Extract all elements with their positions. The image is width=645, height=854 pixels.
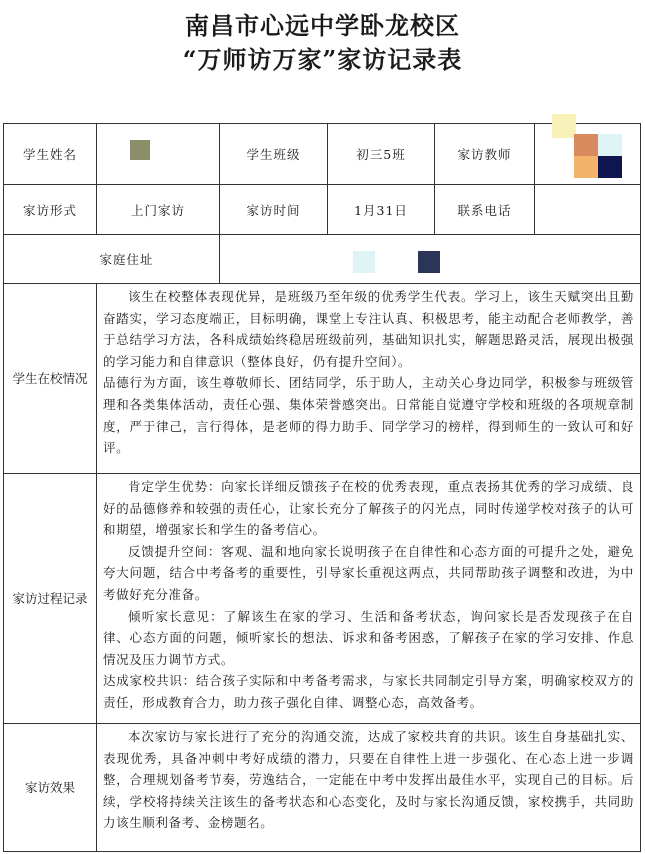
form-title: “万师访万家”家访记录表	[182, 45, 463, 74]
visit-form-value: 上门家访	[97, 185, 220, 235]
visit-process-label: 家访过程记录	[4, 474, 97, 724]
student-class-value: 初三5班	[328, 124, 435, 185]
school-situation-content	[97, 284, 641, 474]
school-situation-paragraph: 该生在校整体表现优异，是班级乃至年级的优秀学生代表。学习上，该生天赋突出且勤奋踏实，学习态度端正，目标明确，课堂上专注认真、积极思考，能主动配合老师教学，善于总结学习方法，各科成绩始终稳居班级前列，基础知识扎实，解题思路灵活，展现出极强的学习能力和自律意识（整体良好，仍有提升空间）。	[103, 289, 634, 369]
school-title: 南昌市心远中学卧龙校区	[185, 11, 460, 40]
address-mask-b	[418, 251, 440, 273]
visit-process-paragraph: 肯定学生优势：向家长详细反馈孩子在校的优秀表现，重点表扬其优秀的学习成绩、良好的品德修养和较强的责任心，让家长充分了解孩子的闪光点，同时传递学校对孩子的认可和期望，增强家长和学生的备考信心。	[103, 479, 634, 538]
student-name-mask	[130, 140, 150, 160]
student-name-value	[97, 124, 220, 185]
row-visit-process	[4, 474, 641, 724]
row-school-situation	[4, 284, 641, 474]
row-visit-effect	[4, 724, 641, 852]
visit-time-value: 1月31日	[328, 185, 435, 235]
address-label: 家庭住址	[4, 235, 220, 284]
visit-form-label: 家访形式	[4, 185, 97, 235]
visit-time-label: 家访时间	[220, 185, 328, 235]
row-student-info	[4, 124, 641, 185]
teacher-label: 家访教师	[435, 124, 535, 185]
visit-effect-label: 家访效果	[4, 724, 97, 852]
row-visit-info	[4, 185, 641, 235]
school-situation-paragraph: 品德行为方面，该生尊敬师长、团结同学，乐于助人，主动关心身边同学，积极参与班级管理和各类集体活动，责任心强、集体荣誉感突出。日常能自觉遵守学校和班级的各项规章制度，严于律己，言行得体，是老师的得力助手、同学学习的榜样，得到师生的一致认可和好评。	[103, 375, 634, 456]
visit-effect-content	[97, 724, 641, 852]
visit-effect-paragraph: 本次家访与家长进行了充分的沟通交流，达成了家校共育的共识。该生自身基础扎实、表现优秀，具备冲刺中考好成绩的潜力，只要在自律性上进一步强化、在心态上进一步调整，合理规划备考节奏，劳逸结合，一定能在中考中发挥出最佳水平，实现自己的目标。后续，学校将持续关注该生的备考状态和心态变化，及时与家长沟通反馈，家校携手，共同助力该生顺利备考、金榜题名。	[103, 729, 634, 831]
school-situation-label: 学生在校情况	[4, 284, 97, 474]
student-class-label: 学生班级	[220, 124, 328, 185]
address-value	[220, 235, 641, 284]
row-address	[4, 235, 641, 284]
teacher-value	[535, 124, 641, 185]
visit-process-paragraph: 达成家校共识：结合孩子实际和中考备考需求，与家长共同制定引导方案，明确家校双方的责任，形成教育合力，助力孩子强化自律、调整心态，高效备考。	[103, 673, 634, 710]
visit-process-paragraph: 倾听家长意见：了解该生在家的学习、生活和备考状态，询问家长是否发现孩子在自律、心态方面的问题，倾听家长的想法、诉求和备考困惑，了解孩子在家的学习安排、作息情况及压力调节方式。	[103, 608, 634, 667]
visit-process-content	[97, 474, 641, 724]
student-name-label: 学生姓名	[4, 124, 97, 185]
teacher-mask	[540, 114, 630, 186]
phone-value	[535, 185, 641, 235]
visit-process-paragraph: 反馈提升空间：客观、温和地向家长说明孩子在自律性和心态方面的可提升之处，避免夸大问题，结合中考备考的重要性，引导家长重视这两点，共同帮助孩子调整和改进，为中考做好充分准备。	[103, 543, 634, 602]
visit-record-table	[3, 123, 641, 852]
phone-label: 联系电话	[435, 185, 535, 235]
address-mask-a	[353, 251, 375, 273]
